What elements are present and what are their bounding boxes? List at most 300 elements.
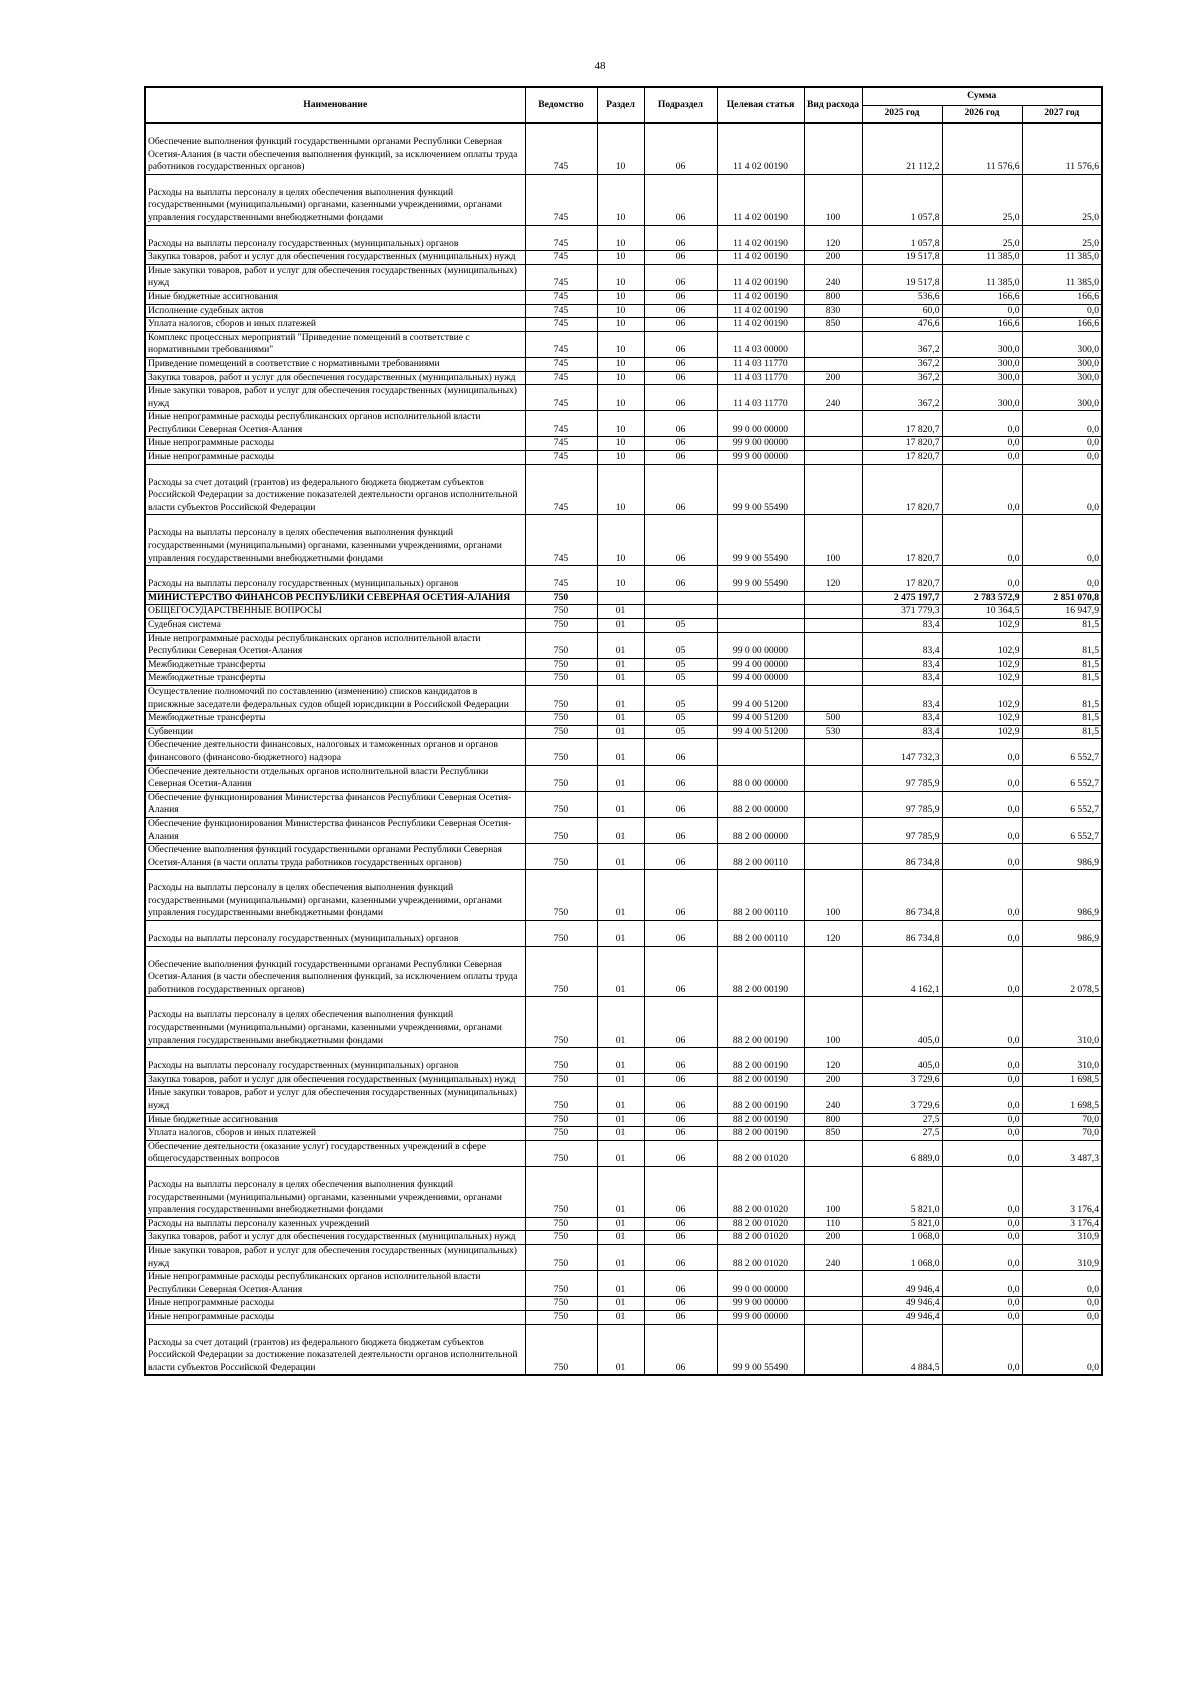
- table-row: [145, 451, 1102, 465]
- row-podrazdel: 06: [644, 304, 717, 318]
- row-razdel: 01: [597, 1324, 644, 1375]
- table-row: [145, 1166, 1102, 1217]
- row-name: Расходы на выплаты персоналу казенных учреждений: [145, 1217, 525, 1231]
- row-target-article: 11 4 03 11770: [717, 357, 804, 371]
- row-vedomstvo: 745: [525, 225, 597, 251]
- row-expense-type: 850: [804, 1127, 862, 1141]
- table-row: [145, 1231, 1102, 1245]
- row-expense-type: 110: [804, 1217, 862, 1231]
- row-sum-2025: 405,0: [862, 997, 942, 1048]
- row-vedomstvo: 745: [525, 515, 597, 566]
- row-sum-2026: 0,0: [942, 1244, 1022, 1270]
- row-vedomstvo: 750: [525, 725, 597, 739]
- table-row: [145, 411, 1102, 437]
- table-row: [145, 1140, 1102, 1166]
- row-razdel: 01: [597, 997, 644, 1048]
- row-vedomstvo: 750: [525, 1140, 597, 1166]
- row-sum-2025: 83,4: [862, 619, 942, 633]
- row-razdel: 01: [597, 1297, 644, 1311]
- row-sum-2025: 405,0: [862, 1048, 942, 1074]
- table-row: [145, 225, 1102, 251]
- row-podrazdel: 05: [644, 658, 717, 672]
- row-sum-2025: 17 820,7: [862, 411, 942, 437]
- row-podrazdel: 06: [644, 765, 717, 791]
- row-target-article: [717, 591, 804, 605]
- row-target-article: 88 2 00 01020: [717, 1217, 804, 1231]
- row-expense-type: 100: [804, 174, 862, 225]
- row-sum-2027: 300,0: [1022, 385, 1102, 411]
- row-vedomstvo: 750: [525, 658, 597, 672]
- row-target-article: 99 4 00 00000: [717, 672, 804, 686]
- row-name: Расходы на выплаты персоналу государственных (муниципальных) органов: [145, 921, 525, 947]
- row-sum-2026: 0,0: [942, 1048, 1022, 1074]
- row-sum-2025: 147 732,3: [862, 739, 942, 765]
- row-podrazdel: 06: [644, 174, 717, 225]
- row-sum-2026: 0,0: [942, 464, 1022, 515]
- row-sum-2027: 0,0: [1022, 1310, 1102, 1324]
- col-2026-header: 2026 год: [942, 105, 1022, 123]
- row-sum-2025: 3 729,6: [862, 1087, 942, 1113]
- table-row: [145, 672, 1102, 686]
- row-expense-type: [804, 357, 862, 371]
- row-sum-2027: 6 552,7: [1022, 765, 1102, 791]
- row-name: Иные непрограммные расходы республиканских органов исполнительной власти Республики Северная Осетия-Алания: [145, 411, 525, 437]
- row-expense-type: 500: [804, 712, 862, 726]
- row-name: МИНИСТЕРСТВО ФИНАНСОВ РЕСПУБЛИКИ СЕВЕРНАЯ ОСЕТИЯ-АЛАНИЯ: [145, 591, 525, 605]
- table-row: [145, 817, 1102, 843]
- row-sum-2025: 97 785,9: [862, 817, 942, 843]
- row-sum-2027: 3 176,4: [1022, 1217, 1102, 1231]
- table-row: [145, 1244, 1102, 1270]
- row-name: Межбюджетные трансферты: [145, 712, 525, 726]
- row-razdel: 01: [597, 870, 644, 921]
- row-sum-2025: 371 779,3: [862, 605, 942, 619]
- row-razdel: 10: [597, 225, 644, 251]
- row-razdel: 01: [597, 619, 644, 633]
- row-expense-type: [804, 411, 862, 437]
- row-razdel: 01: [597, 1231, 644, 1245]
- row-razdel: 01: [597, 1271, 644, 1297]
- row-expense-type: 100: [804, 515, 862, 566]
- row-sum-2025: 17 820,7: [862, 566, 942, 592]
- row-vedomstvo: 750: [525, 591, 597, 605]
- row-sum-2025: 4 884,5: [862, 1324, 942, 1375]
- row-name: Субвенции: [145, 725, 525, 739]
- row-razdel: 01: [597, 1113, 644, 1127]
- row-expense-type: [804, 1140, 862, 1166]
- row-razdel: 01: [597, 725, 644, 739]
- row-vedomstvo: 750: [525, 632, 597, 658]
- row-vedomstvo: 750: [525, 685, 597, 711]
- row-sum-2026: 0,0: [942, 791, 1022, 817]
- row-podrazdel: 06: [644, 844, 717, 870]
- row-sum-2026: 0,0: [942, 997, 1022, 1048]
- row-sum-2025: 1 057,8: [862, 225, 942, 251]
- row-name: Иные непрограммные расходы: [145, 1310, 525, 1324]
- table-row: [145, 739, 1102, 765]
- row-razdel: 10: [597, 123, 644, 174]
- row-sum-2027: 6 552,7: [1022, 739, 1102, 765]
- row-expense-type: [804, 619, 862, 633]
- table-row: [145, 632, 1102, 658]
- row-sum-2026: 300,0: [942, 331, 1022, 357]
- row-name: Иные непрограммные расходы: [145, 437, 525, 451]
- col-2027-header: 2027 год: [1022, 105, 1102, 123]
- row-sum-2025: 83,4: [862, 658, 942, 672]
- row-sum-2025: 17 820,7: [862, 437, 942, 451]
- row-podrazdel: 06: [644, 1244, 717, 1270]
- col-vid-header: Вид расхода: [804, 87, 862, 123]
- row-target-article: 99 4 00 51200: [717, 725, 804, 739]
- row-sum-2026: 0,0: [942, 1073, 1022, 1087]
- row-expense-type: 830: [804, 304, 862, 318]
- row-expense-type: [804, 437, 862, 451]
- table-row: [145, 725, 1102, 739]
- row-sum-2027: 3 176,4: [1022, 1166, 1102, 1217]
- row-sum-2026: 0,0: [942, 817, 1022, 843]
- table-row: [145, 290, 1102, 304]
- page-number: 48: [594, 60, 606, 72]
- row-sum-2027: 310,9: [1022, 1231, 1102, 1245]
- row-razdel: 10: [597, 566, 644, 592]
- row-sum-2025: 367,2: [862, 385, 942, 411]
- table-row: [145, 591, 1102, 605]
- col-podrazdel-header: Подраздел: [644, 87, 717, 123]
- row-target-article: 88 2 00 00110: [717, 870, 804, 921]
- row-name: Закупка товаров, работ и услуг для обеспечения государственных (муниципальных) нужд: [145, 1073, 525, 1087]
- row-target-article: 99 9 00 55490: [717, 515, 804, 566]
- row-sum-2027: 6 552,7: [1022, 817, 1102, 843]
- row-target-article: 11 4 02 00190: [717, 264, 804, 290]
- row-sum-2025: 27,5: [862, 1127, 942, 1141]
- row-podrazdel: 06: [644, 946, 717, 997]
- row-name: Уплата налогов, сборов и иных платежей: [145, 318, 525, 332]
- row-razdel: 10: [597, 515, 644, 566]
- row-podrazdel: [644, 591, 717, 605]
- row-name: Обеспечение функционирования Министерства финансов Республики Северная Осетия-Алания: [145, 791, 525, 817]
- row-target-article: 88 2 00 00000: [717, 791, 804, 817]
- row-sum-2025: 83,4: [862, 725, 942, 739]
- row-target-article: 88 2 00 00000: [717, 817, 804, 843]
- row-target-article: 99 4 00 51200: [717, 712, 804, 726]
- table-row: [145, 1271, 1102, 1297]
- row-target-article: 11 4 02 00190: [717, 123, 804, 174]
- row-sum-2026: 11 576,6: [942, 123, 1022, 174]
- table-row: [145, 264, 1102, 290]
- row-expense-type: 100: [804, 997, 862, 1048]
- row-sum-2027: 0,0: [1022, 1271, 1102, 1297]
- row-sum-2027: 986,9: [1022, 844, 1102, 870]
- row-expense-type: 120: [804, 225, 862, 251]
- table-body: [145, 123, 1102, 1375]
- row-podrazdel: 06: [644, 791, 717, 817]
- row-vedomstvo: 750: [525, 1297, 597, 1311]
- row-expense-type: 240: [804, 385, 862, 411]
- row-expense-type: 240: [804, 264, 862, 290]
- row-vedomstvo: 745: [525, 437, 597, 451]
- row-sum-2027: 0,0: [1022, 451, 1102, 465]
- row-sum-2026: 300,0: [942, 385, 1022, 411]
- row-name: Иные закупки товаров, работ и услуг для обеспечения государственных (муниципальных) нужд: [145, 385, 525, 411]
- row-name: Расходы на выплаты персоналу в целях обеспечения выполнения функций государственными (муниципальными) органами, казенными учреждениями, органами управления государственными внебюджетными фондами: [145, 870, 525, 921]
- row-expense-type: 100: [804, 870, 862, 921]
- row-podrazdel: 05: [644, 619, 717, 633]
- row-expense-type: 240: [804, 1244, 862, 1270]
- row-vedomstvo: 750: [525, 1166, 597, 1217]
- table-row: [145, 1297, 1102, 1311]
- table-row: [145, 515, 1102, 566]
- row-sum-2025: 86 734,8: [862, 870, 942, 921]
- row-target-article: 88 2 00 00110: [717, 921, 804, 947]
- row-name: Судебная система: [145, 619, 525, 633]
- row-sum-2026: 0,0: [942, 739, 1022, 765]
- row-name: Иные непрограммные расходы: [145, 451, 525, 465]
- row-name: Обеспечение деятельности (оказание услуг) государственных учреждений в сфере общегосударственных вопросов: [145, 1140, 525, 1166]
- row-target-article: [717, 619, 804, 633]
- row-name: Расходы на выплаты персоналу в целях обеспечения выполнения функций государственными (муниципальными) органами, казенными учреждениями, органами управления государственными внебюджетными фондами: [145, 1166, 525, 1217]
- table-row: [145, 437, 1102, 451]
- row-sum-2025: 83,4: [862, 712, 942, 726]
- row-sum-2027: 310,0: [1022, 1048, 1102, 1074]
- row-expense-type: [804, 1271, 862, 1297]
- row-sum-2027: 81,5: [1022, 725, 1102, 739]
- row-sum-2027: 3 487,3: [1022, 1140, 1102, 1166]
- row-podrazdel: 06: [644, 1113, 717, 1127]
- row-razdel: 01: [597, 946, 644, 997]
- row-razdel: 10: [597, 264, 644, 290]
- row-sum-2027: 2 851 070,8: [1022, 591, 1102, 605]
- row-sum-2025: 2 475 197,7: [862, 591, 942, 605]
- row-sum-2025: 1 068,0: [862, 1231, 942, 1245]
- row-podrazdel: 05: [644, 712, 717, 726]
- row-target-article: 88 2 00 00190: [717, 1127, 804, 1141]
- row-name: Обеспечение функционирования Министерства финансов Республики Северная Осетия-Алания: [145, 817, 525, 843]
- row-sum-2026: 25,0: [942, 174, 1022, 225]
- row-vedomstvo: 745: [525, 371, 597, 385]
- row-vedomstvo: 750: [525, 1231, 597, 1245]
- row-expense-type: [804, 658, 862, 672]
- row-razdel: 10: [597, 437, 644, 451]
- row-sum-2027: 166,6: [1022, 318, 1102, 332]
- row-razdel: 01: [597, 712, 644, 726]
- row-name: Обеспечение выполнения функций государственными органами Республики Северная Осетия-Алания (в части обеспечения выполнения функций, за исключением оплаты труда работников государственных органов): [145, 946, 525, 997]
- row-sum-2025: 17 820,7: [862, 464, 942, 515]
- col-sum-header: Сумма: [862, 87, 1102, 105]
- row-vedomstvo: 750: [525, 605, 597, 619]
- row-sum-2027: 300,0: [1022, 331, 1102, 357]
- row-razdel: 01: [597, 1244, 644, 1270]
- row-target-article: 88 2 00 00190: [717, 1087, 804, 1113]
- row-expense-type: [804, 123, 862, 174]
- row-expense-type: [804, 685, 862, 711]
- row-podrazdel: 05: [644, 632, 717, 658]
- row-sum-2025: 536,6: [862, 290, 942, 304]
- row-razdel: 10: [597, 451, 644, 465]
- row-vedomstvo: 745: [525, 566, 597, 592]
- row-sum-2025: 5 821,0: [862, 1217, 942, 1231]
- col-razdel-header: Раздел: [597, 87, 644, 123]
- row-sum-2025: 5 821,0: [862, 1166, 942, 1217]
- row-expense-type: 530: [804, 725, 862, 739]
- row-podrazdel: 06: [644, 331, 717, 357]
- row-vedomstvo: 745: [525, 385, 597, 411]
- row-name: ОБЩЕГОСУДАРСТВЕННЫЕ ВОПРОСЫ: [145, 605, 525, 619]
- row-sum-2027: 0,0: [1022, 1297, 1102, 1311]
- table-row: [145, 765, 1102, 791]
- row-podrazdel: 06: [644, 1231, 717, 1245]
- row-target-article: 99 4 00 51200: [717, 685, 804, 711]
- row-podrazdel: 05: [644, 725, 717, 739]
- row-target-article: 99 9 00 00000: [717, 1310, 804, 1324]
- row-expense-type: 200: [804, 1073, 862, 1087]
- row-sum-2027: 25,0: [1022, 174, 1102, 225]
- row-expense-type: [804, 765, 862, 791]
- row-expense-type: [804, 739, 862, 765]
- row-razdel: 01: [597, 605, 644, 619]
- row-sum-2027: 11 576,6: [1022, 123, 1102, 174]
- table-row: [145, 1087, 1102, 1113]
- row-razdel: 01: [597, 632, 644, 658]
- row-vedomstvo: 750: [525, 817, 597, 843]
- row-name: Закупка товаров, работ и услуг для обеспечения государственных (муниципальных) нужд: [145, 371, 525, 385]
- row-expense-type: 800: [804, 1113, 862, 1127]
- table-row: [145, 174, 1102, 225]
- row-target-article: 88 2 00 01020: [717, 1140, 804, 1166]
- row-target-article: 88 0 00 00000: [717, 765, 804, 791]
- row-sum-2025: 27,5: [862, 1113, 942, 1127]
- row-vedomstvo: 745: [525, 411, 597, 437]
- col-2025-header: 2025 год: [862, 105, 942, 123]
- col-name-header: Наименование: [145, 87, 525, 123]
- row-sum-2025: 83,4: [862, 632, 942, 658]
- row-sum-2027: 70,0: [1022, 1113, 1102, 1127]
- row-sum-2026: 0,0: [942, 1217, 1022, 1231]
- row-sum-2027: 300,0: [1022, 357, 1102, 371]
- row-vedomstvo: 745: [525, 174, 597, 225]
- row-razdel: 10: [597, 331, 644, 357]
- row-sum-2025: 60,0: [862, 304, 942, 318]
- table-row: [145, 251, 1102, 265]
- row-name: Расходы на выплаты персоналу в целях обеспечения выполнения функций государственными (муниципальными) органами, казенными учреждениями, органами управления государственными внебюджетными фондами: [145, 515, 525, 566]
- row-podrazdel: 05: [644, 672, 717, 686]
- row-name: Обеспечение выполнения функций государственными органами Республики Северная Осетия-Алания (в части обеспечения выполнения функций, за исключением оплаты труда работников государственных органов): [145, 123, 525, 174]
- row-target-article: [717, 605, 804, 619]
- row-sum-2027: 6 552,7: [1022, 791, 1102, 817]
- table-row: [145, 605, 1102, 619]
- row-target-article: 99 0 00 00000: [717, 632, 804, 658]
- row-razdel: [597, 591, 644, 605]
- row-expense-type: 120: [804, 566, 862, 592]
- row-vedomstvo: 750: [525, 1271, 597, 1297]
- row-expense-type: 800: [804, 290, 862, 304]
- row-sum-2027: 81,5: [1022, 685, 1102, 711]
- row-vedomstvo: 750: [525, 1073, 597, 1087]
- table-row: [145, 1217, 1102, 1231]
- table-row: [145, 791, 1102, 817]
- row-vedomstvo: 750: [525, 1324, 597, 1375]
- row-vedomstvo: 750: [525, 1048, 597, 1074]
- table-row: [145, 946, 1102, 997]
- row-podrazdel: 06: [644, 225, 717, 251]
- row-sum-2026: 0,0: [942, 566, 1022, 592]
- table-row: [145, 566, 1102, 592]
- row-razdel: 01: [597, 672, 644, 686]
- row-target-article: 11 4 03 00000: [717, 331, 804, 357]
- row-expense-type: [804, 1297, 862, 1311]
- row-name: Иные непрограммные расходы республиканских органов исполнительной власти Республики Северная Осетия-Алания: [145, 1271, 525, 1297]
- table-row: [145, 844, 1102, 870]
- row-sum-2026: 102,9: [942, 725, 1022, 739]
- row-sum-2027: 81,5: [1022, 672, 1102, 686]
- table-row: [145, 371, 1102, 385]
- row-sum-2027: 70,0: [1022, 1127, 1102, 1141]
- row-sum-2025: 19 517,8: [862, 251, 942, 265]
- row-sum-2027: 986,9: [1022, 921, 1102, 947]
- table-row: [145, 921, 1102, 947]
- row-razdel: 10: [597, 304, 644, 318]
- row-target-article: 11 4 02 00190: [717, 304, 804, 318]
- row-target-article: 11 4 02 00190: [717, 290, 804, 304]
- row-target-article: 99 0 00 00000: [717, 1271, 804, 1297]
- row-sum-2026: 0,0: [942, 1127, 1022, 1141]
- table-row: [145, 1073, 1102, 1087]
- row-name: Обеспечение деятельности финансовых, налоговых и таможенных органов и органов финансового (финансово-бюджетного) надзора: [145, 739, 525, 765]
- row-razdel: 10: [597, 371, 644, 385]
- row-sum-2027: 0,0: [1022, 566, 1102, 592]
- row-expense-type: 200: [804, 371, 862, 385]
- row-vedomstvo: 750: [525, 619, 597, 633]
- table-row: [145, 712, 1102, 726]
- row-sum-2027: 0,0: [1022, 1324, 1102, 1375]
- row-sum-2027: 81,5: [1022, 619, 1102, 633]
- row-target-article: 99 0 00 00000: [717, 411, 804, 437]
- row-vedomstvo: 750: [525, 1310, 597, 1324]
- row-razdel: 10: [597, 318, 644, 332]
- row-razdel: 10: [597, 411, 644, 437]
- row-sum-2025: 83,4: [862, 685, 942, 711]
- row-target-article: 88 2 00 00190: [717, 1048, 804, 1074]
- row-podrazdel: 06: [644, 1166, 717, 1217]
- row-target-article: 11 4 02 00190: [717, 174, 804, 225]
- row-sum-2027: 81,5: [1022, 658, 1102, 672]
- row-podrazdel: 06: [644, 870, 717, 921]
- row-name: Иные бюджетные ассигнования: [145, 290, 525, 304]
- row-sum-2026: 300,0: [942, 371, 1022, 385]
- row-expense-type: [804, 672, 862, 686]
- table-row: [145, 385, 1102, 411]
- row-razdel: 01: [597, 1140, 644, 1166]
- row-expense-type: 240: [804, 1087, 862, 1113]
- row-name: Закупка товаров, работ и услуг для обеспечения государственных (муниципальных) нужд: [145, 251, 525, 265]
- row-target-article: 88 2 00 01020: [717, 1166, 804, 1217]
- row-sum-2026: 0,0: [942, 437, 1022, 451]
- row-expense-type: 120: [804, 921, 862, 947]
- row-sum-2025: 476,6: [862, 318, 942, 332]
- row-sum-2025: 49 946,4: [862, 1310, 942, 1324]
- row-target-article: 11 4 02 00190: [717, 318, 804, 332]
- row-expense-type: [804, 844, 862, 870]
- row-sum-2026: 102,9: [942, 632, 1022, 658]
- row-target-article: 88 2 00 01020: [717, 1231, 804, 1245]
- row-expense-type: [804, 817, 862, 843]
- row-podrazdel: 06: [644, 318, 717, 332]
- row-sum-2026: 0,0: [942, 515, 1022, 566]
- row-razdel: 01: [597, 921, 644, 947]
- table-row: [145, 870, 1102, 921]
- row-razdel: 01: [597, 1073, 644, 1087]
- row-sum-2025: 86 734,8: [862, 844, 942, 870]
- row-sum-2027: 300,0: [1022, 371, 1102, 385]
